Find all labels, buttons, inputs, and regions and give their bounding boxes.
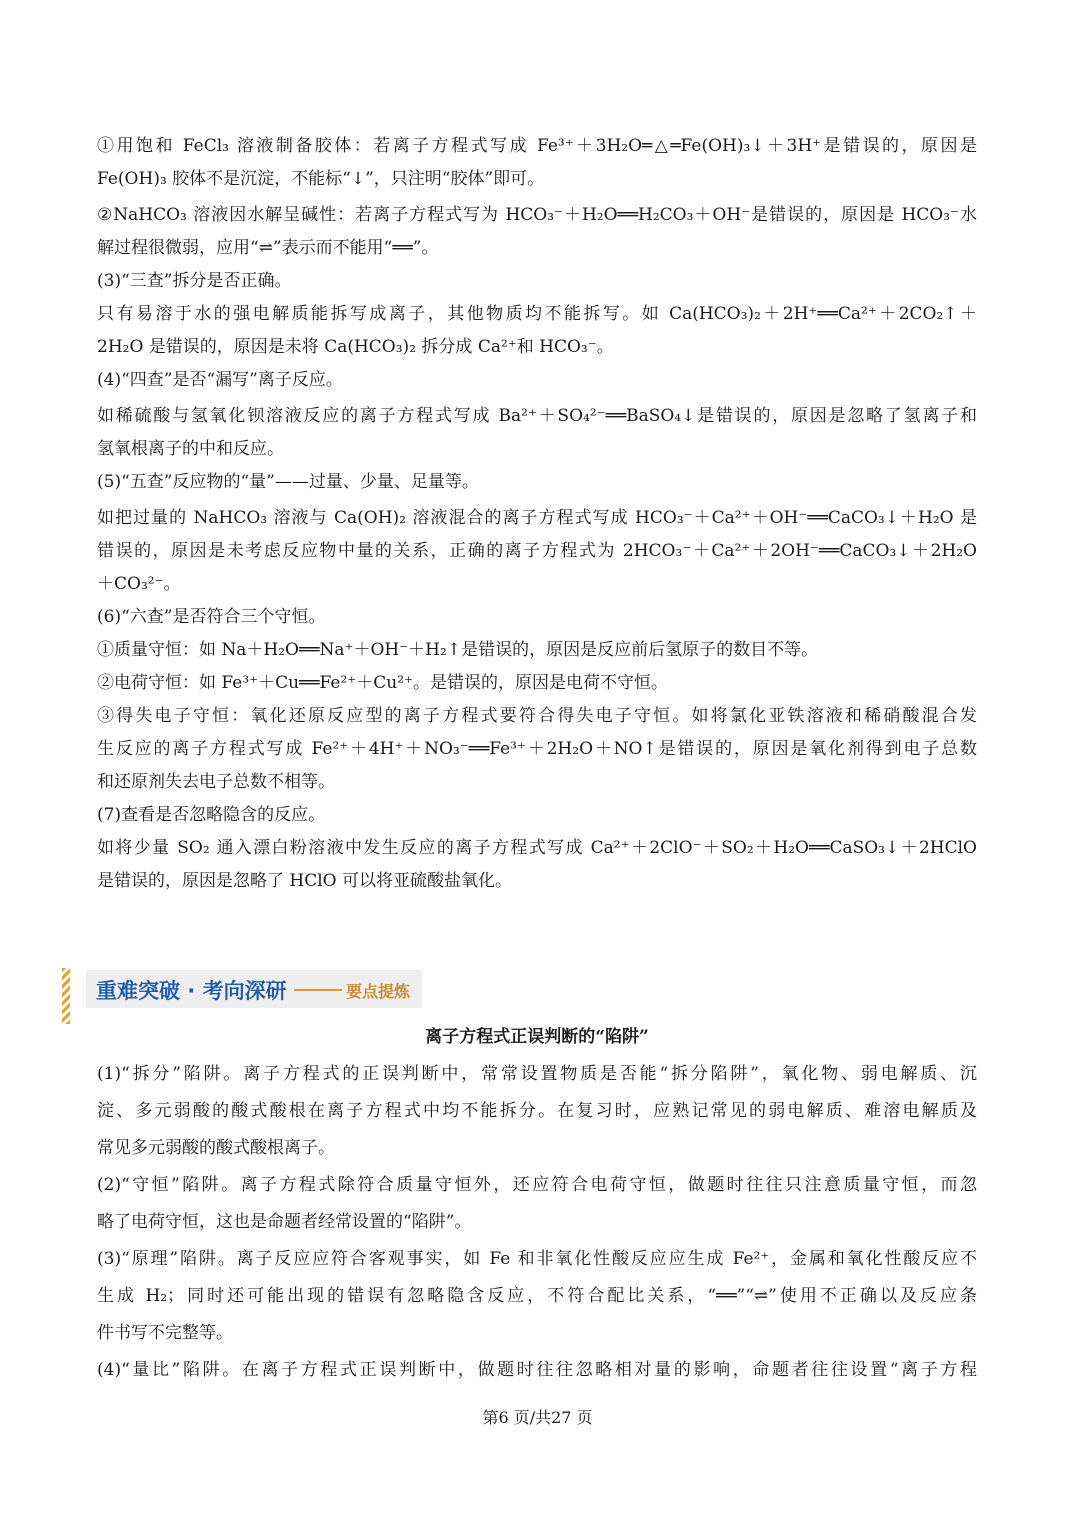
text-line: 常见多元弱酸的酸式酸根离子。 <box>97 1138 335 1158</box>
text-line: 生反应的离子方程式写成 Fe²⁺＋4H⁺＋NO₃⁻══Fe³⁺＋2H₂O＋NO↑是错误的，原因是氧化剂得到电子总数 <box>97 739 977 759</box>
page-footer: 第6 页/共27 页 <box>482 1408 593 1427</box>
text-line: 氢氧根离子的中和反应。 <box>97 439 284 459</box>
text-line: 和还原剂失去电子总数不相等。 <box>97 772 335 792</box>
text-line: 只有易溶于水的强电解质能拆写成离子，其他物质均不能拆写。如 Ca(HCO₃)₂＋2H⁺══Ca²⁺＋2CO₂↑＋ <box>97 304 977 324</box>
text-line: (4)“四查”是否“漏写”离子反应。 <box>97 370 343 390</box>
section-banner <box>62 966 422 1022</box>
text-line: ②电荷守恒：如 Fe³⁺＋Cu══Fe²⁺＋Cu²⁺。是错误的，原因是电荷不守恒。 <box>97 673 669 693</box>
text-line: 如把过量的 NaHCO₃ 溶液与 Ca(OH)₂ 溶液混合的离子方程式写成 HCO₃⁻＋Ca²⁺＋OH⁻══CaCO₃↓＋H₂O 是 <box>97 508 977 528</box>
banner-stripe <box>62 968 70 1024</box>
text-line: 错误的，原因是未考虑反应物中量的关系，正确的离子方程式为 2HCO₃⁻＋Ca²⁺＋2OH⁻══CaCO₃↓＋2H₂O <box>97 541 977 561</box>
text-line: 2H₂O 是错误的，原因是未将 Ca(HCO₃)₂ 拆分成 Ca²⁺和 HCO₃⁻。 <box>97 337 614 357</box>
text-line: 生成 H₂；同时还可能出现的错误有忽略隐含反应，不符合配比关系，“══”“⇌”使用不正确以及反应条 <box>97 1286 977 1306</box>
top-text-block <box>97 130 977 898</box>
text-line: ③得失电子守恒：氧化还原反应型的离子方程式要符合得失电子守恒。如将氯化亚铁溶液和稀硝酸混合发 <box>97 706 977 726</box>
text-line: 如将少量 SO₂ 通入漂白粉溶液中发生反应的离子方程式写成 Ca²⁺＋2ClO⁻＋SO₂＋H₂O══CaSO₃↓＋2HClO <box>97 838 977 858</box>
section-title: 离子方程式正误判断的“陷阱” <box>425 1027 649 1047</box>
text-line: ＋CO₃²⁻。 <box>97 574 181 594</box>
text-line: 解过程很微弱，应用“⇌”表示而不能用“══”。 <box>97 238 439 258</box>
text-line: ①用饱和 FeCl₃ 溶液制备胶体：若离子方程式写成 Fe³⁺＋3H₂O═△═Fe(OH)₃↓＋3H⁺是错误的，原因是 <box>97 136 977 156</box>
text-line: (5)“五查”反应物的“量”——过量、少量、足量等。 <box>97 472 479 492</box>
text-line: 是错误的，原因是忽略了 HClO 可以将亚硫酸盐氧化。 <box>97 871 513 891</box>
banner-title: 重难突破 · 考向深研 <box>96 979 287 1003</box>
text-line: (6)“六查”是否符合三个守恒。 <box>97 607 326 627</box>
text-line: (2)“守恒”陷阱。离子方程式除符合质量守恒外，还应符合电荷守恒，做题时往往只注意质量守恒，而忽 <box>97 1175 977 1195</box>
text-line: (4)“量比”陷阱。在离子方程式正误判断中，做题时往往忽略相对量的影响，命题者往往设置“离子方程 <box>97 1360 977 1380</box>
text-line: 淀、多元弱酸的酸式酸根在离子方程式中均不能拆分。在复习时，应熟记常见的弱电解质、难溶电解质及 <box>97 1101 977 1121</box>
text-line: 如稀硫酸与氢氧化钡溶液反应的离子方程式写成 Ba²⁺＋SO₄²⁻══BaSO₄↓是错误的，原因是忽略了氢离子和 <box>97 406 977 426</box>
text-line: (7)查看是否忽略隐含的反应。 <box>97 805 326 825</box>
banner-subtitle: 要点提炼 <box>346 982 411 1001</box>
text-line: (3)“原理”陷阱。离子反应应符合客观事实，如 Fe 和非氧化性酸反应应生成 Fe²⁺，金属和氧化性酸反应不 <box>97 1249 977 1269</box>
bottom-text-block <box>97 1056 977 1389</box>
banner-dash <box>294 989 342 991</box>
text-line: Fe(OH)₃ 胶体不是沉淀，不能标“↓”，只注明“胶体”即可。 <box>97 169 545 189</box>
text-line: (3)“三查”拆分是否正确。 <box>97 271 292 291</box>
text-line: (1)“拆分”陷阱。离子方程式的正误判断中，常常设置物质是否能“拆分陷阱”，氧化物、弱电解质、沉 <box>97 1064 977 1084</box>
text-line: ①质量守恒：如 Na＋H₂O══Na⁺＋OH⁻＋H₂↑是错误的，原因是反应前后氢原子的数目不等。 <box>97 640 819 660</box>
text-line: 略了电荷守恒，这也是命题者经常设置的“陷阱”。 <box>97 1212 472 1232</box>
text-line: 件书写不完整等。 <box>97 1323 233 1343</box>
text-line: ②NaHCO₃ 溶液因水解呈碱性：若离子方程式写为 HCO₃⁻＋H₂O══H₂CO₃＋OH⁻是错误的，原因是 HCO₃⁻水 <box>97 205 977 225</box>
